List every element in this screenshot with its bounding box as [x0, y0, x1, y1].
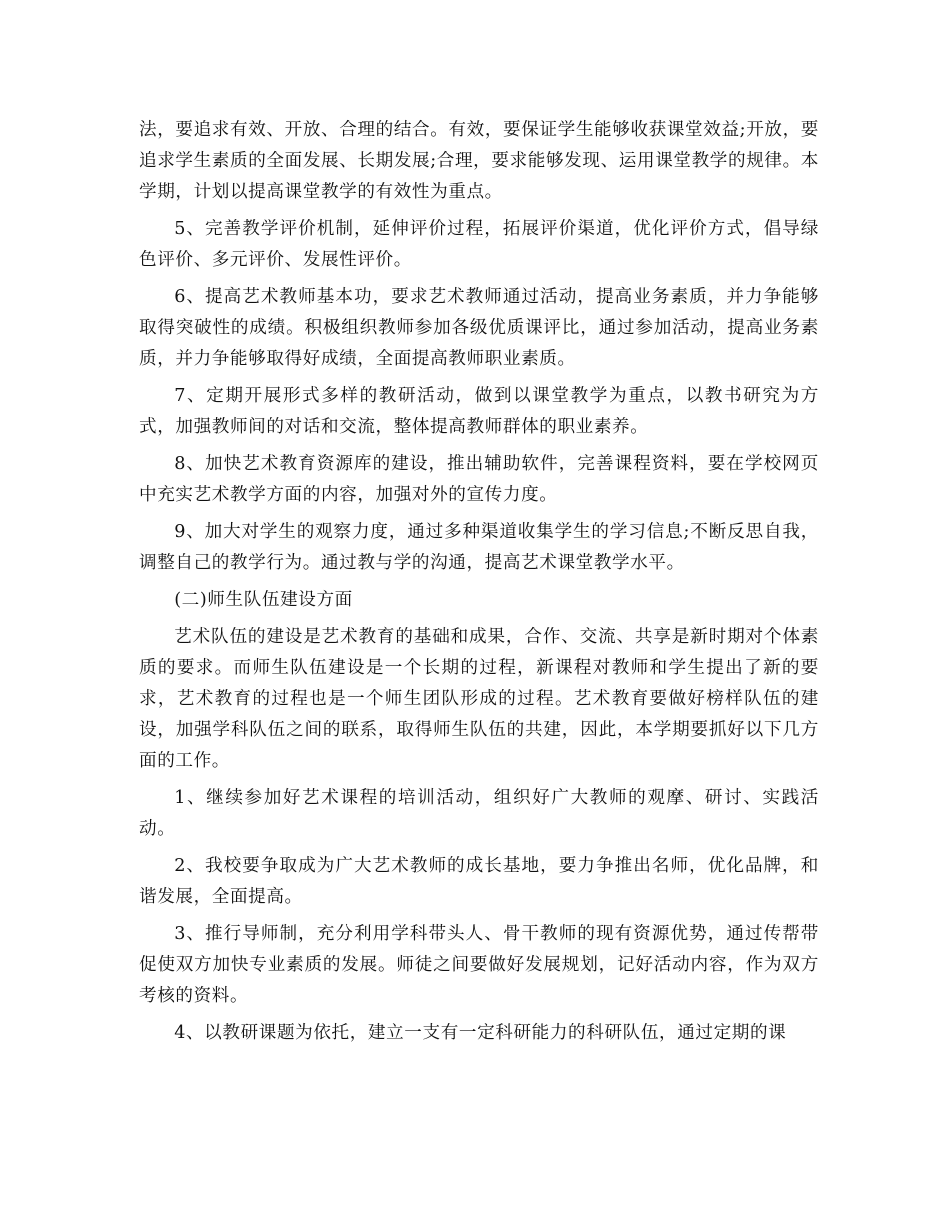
paragraph: 8、加快艺术教育资源库的建设，推出辅助软件，完善课程资料，要在学校网页中充实艺术教学方面的内容，加强对外的宣传力度。: [139, 454, 819, 505]
paragraph: 7、定期开展形式多样的教研活动，做到以课堂教学为重点，以教书研究为方式，加强教师间的对话和交流，整体提高教师群体的职业素养。: [139, 386, 819, 437]
paragraph: 9、加大对学生的观察力度，通过多种渠道收集学生的学习信息;不断反思自我，调整自己的教学行为。通过教与学的沟通，提高艺术课堂教学水平。: [139, 522, 819, 573]
paragraph: 4、以教研课题为依托，建立一支有一定科研能力的科研队伍，通过定期的课: [174, 1023, 787, 1043]
section-heading: (二)师生队伍建设方面: [174, 590, 353, 610]
paragraph: 艺术队伍的建设是艺术教育的基础和成果，合作、交流、共享是新时期对个体素质的要求。而师生队伍建设是一个长期的过程，新课程对教师和学生提出了新的要求，艺术教育的过程也是一个师生团队形成的过程。艺术教育要做好榜样队伍的建设，加强学科队伍之间的联系，取得师生队伍的共建，因此，本学期要抓好以下几方面的工作。: [139, 627, 819, 771]
document-body: [139, 115, 819, 1055]
paragraph: 1、继续参加好艺术课程的培训活动，组织好广大教师的观摩、研讨、实践活动。: [139, 788, 819, 839]
paragraph: 5、完善教学评价机制，延伸评价过程，拓展评价渠道，优化评价方式，倡导绿色评价、多元评价、发展性评价。: [139, 219, 819, 270]
paragraph: 6、提高艺术教师基本功，要求艺术教师通过活动，提高业务素质，并力争能够取得突破性的成绩。积极组织教师参加各级优质课评比，通过参加活动，提高业务素质，并力争能够取得好成绩，全面提高教师职业素质。: [139, 287, 819, 369]
paragraph: 2、我校要争取成为广大艺术教师的成长基地，要力争推出名师，优化品牌，和谐发展，全面提高。: [139, 856, 819, 907]
paragraph: 3、推行导师制，充分利用学科带头人、骨干教师的现有资源优势，通过传帮带促使双方加快专业素质的发展。师徒之间要做好发展规划，记好活动内容，作为双方考核的资料。: [139, 924, 819, 1006]
paragraph: 法，要追求有效、开放、合理的结合。有效，要保证学生能够收获课堂效益;开放，要追求学生素质的全面发展、长期发展;合理，要求能够发现、运用课堂教学的规律。本学期，计划以提高课堂教学的有效性为重点。: [139, 120, 819, 202]
